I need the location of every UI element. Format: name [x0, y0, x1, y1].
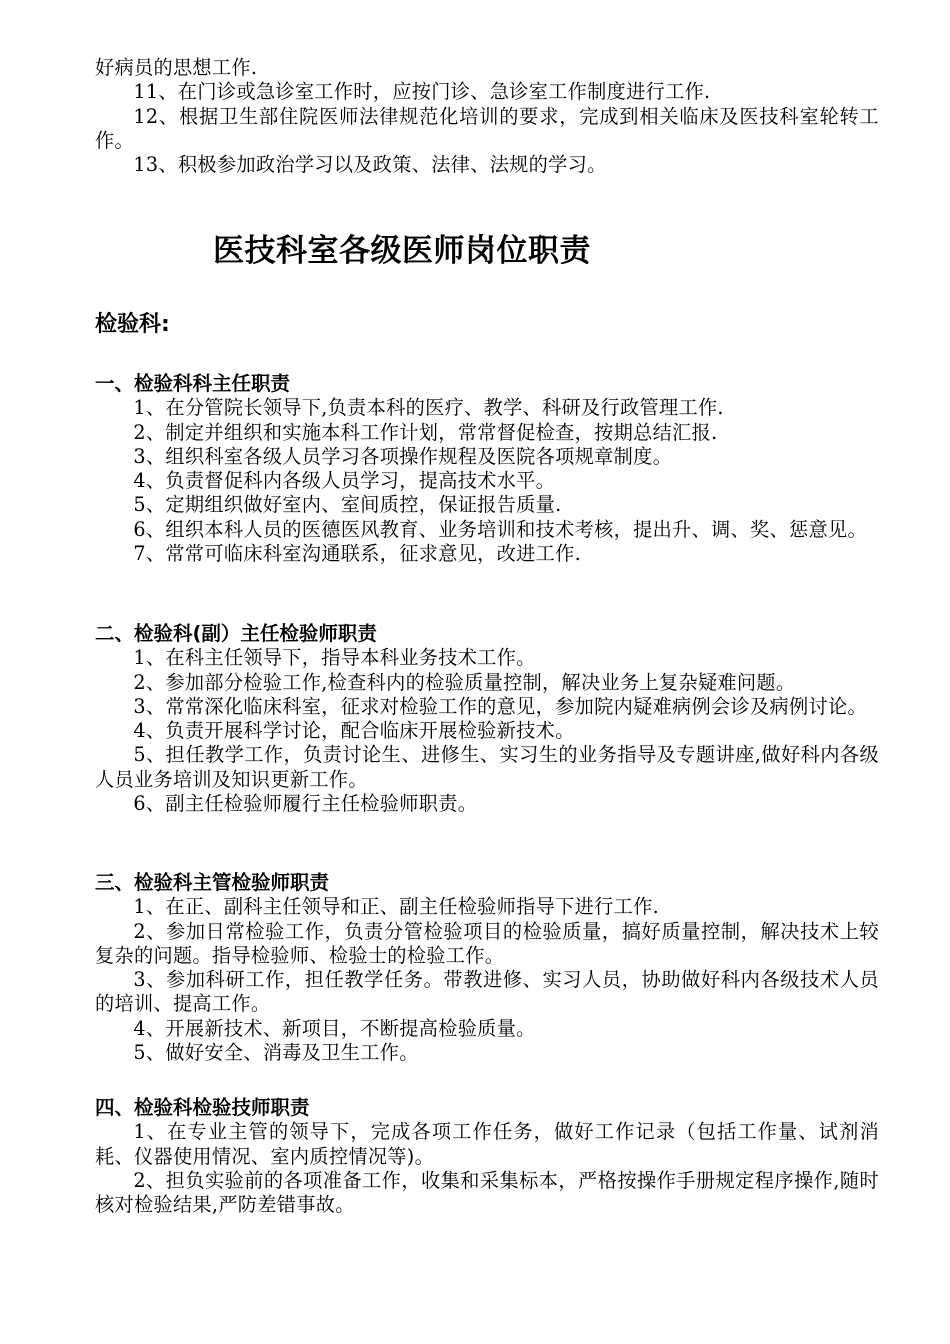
section-title: 一、检验科科主任职责	[95, 372, 291, 395]
section-item: 1、在正、副科主任领导和正、副主任检验师指导下进行工作.	[133, 895, 659, 919]
section-item: 5、担任教学工作，负责讨论生、进修生、实习生的业务指导及专题讲座,做好科内各级人员业务培训及知识更新工作。	[95, 743, 879, 791]
section-item: 5、定期组织做好室内、室间质控，保证报告质量.	[133, 493, 562, 517]
section-item: 2、制定并组织和实施本科工作计划，常常督促检查，按期总结汇报.	[133, 420, 718, 444]
section-item: 5、做好安全、消毒及卫生工作。	[133, 1041, 419, 1065]
intro-block	[95, 56, 879, 177]
section-item: 3、常常深化临床科室，征求对检验工作的意见，参加院内疑难病例会诊及病例讨论。	[133, 694, 867, 718]
section-2	[95, 622, 879, 816]
section-title: 二、检验科(副）主任检验师职责	[95, 622, 377, 645]
section-item: 4、负责开展科学讨论，配合临床开展检验新技术。	[133, 719, 575, 743]
section-item: 7、常常可临床科室沟通联系，征求意见，改进工作.	[133, 542, 582, 566]
section-item: 6、组织本科人员的医德医风教育、业务培训和技术考核，提出升、调、奖、惩意见。	[133, 517, 867, 541]
section-item: 2、担负实验前的各项准备工作，收集和采集标本，严格按操作手册规定程序操作,随时核对检验结果,严防差错事故。	[95, 1168, 879, 1217]
section-item: 2、参加日常检验工作，负责分管检验项目的检验质量，搞好质量控制，解决技术上较复杂的问题。指导检验师、检验士的检验工作。	[95, 919, 879, 967]
section-item: 1、在科主任领导下，指导本科业务技术工作。	[133, 646, 536, 670]
section-1	[95, 372, 879, 566]
intro-line: 好病员的思想工作.	[95, 56, 258, 79]
section-item: 3、组织科室各级人员学习各项操作规程及医院各项规章制度。	[133, 444, 673, 468]
section-3	[95, 871, 879, 1065]
section-title: 三、检验科主管检验师职责	[95, 871, 330, 894]
section-item: 1、在分管院长领导下,负责本科的医疗、教学、科研及行政管理工作.	[133, 396, 724, 420]
section-title: 四、检验科检验技师职责	[95, 1096, 310, 1119]
section-4	[95, 1096, 879, 1217]
page-title: 医技科室各级医师岗位职责	[213, 233, 591, 269]
intro-line: 12、根据卫生部住院医师法律规范化培训的要求，完成到相关临床及医技科室轮转工作。	[95, 104, 879, 152]
section-item: 3、参加科研工作，担任教学任务。带教进修、实习人员，协助做好科内各级技术人员的培训、提高工作。	[95, 968, 879, 1016]
section-item: 4、负责督促科内各级人员学习，提高技术水平。	[133, 469, 556, 493]
section-item: 6、副主任检验师履行主任检验师职责。	[133, 792, 478, 816]
intro-line: 11、在门诊或急诊室工作时，应按门诊、急诊室工作制度进行工作.	[133, 80, 711, 104]
intro-line: 13、积极参加政治学习以及政策、法律、法规的学习。	[133, 153, 607, 177]
section-item: 2、参加部分检验工作,检查科内的检验质量控制，解决业务上复杂疑难问题。	[133, 670, 796, 694]
department-title: 检验科:	[95, 312, 170, 337]
section-item: 4、开展新技术、新项目，不断提高检验质量。	[133, 1016, 536, 1040]
section-item: 1、在专业主管的领导下，完成各项工作任务，做好工作记录（包括工作量、试剂消耗、仪器使用情况、室内质控情况等)。	[95, 1120, 879, 1168]
